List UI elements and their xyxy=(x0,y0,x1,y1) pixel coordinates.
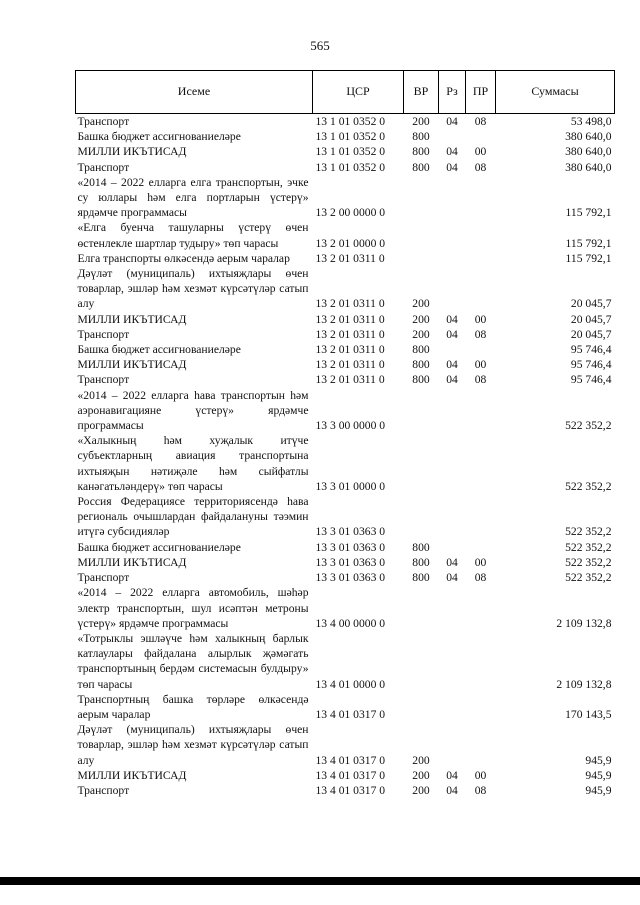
cell-csr: 13 3 00 0000 0 xyxy=(315,419,386,433)
cell-vr xyxy=(404,692,439,722)
table-row xyxy=(76,220,615,250)
cell-csr: 13 2 00 0000 0 xyxy=(315,206,386,220)
cell-name: МИЛЛИ ИКЪТИСАД xyxy=(77,358,187,372)
table-row xyxy=(76,388,615,434)
cell-sum: 115 792,1 xyxy=(565,236,612,250)
cell-csr: 13 2 01 0311 0 xyxy=(315,373,385,387)
cell-rz xyxy=(439,540,466,555)
table-row xyxy=(76,312,615,327)
cell-sum: 380 640,0 xyxy=(565,130,612,144)
cell-name: «Халыкның һәм хуҗалык итүче субъектларның авиация транспортына ихтыяҗын нәтиҗәле һәм сыйфатлы канәгатьләндерү» төп чарасы xyxy=(77,434,309,493)
table-header xyxy=(76,71,615,114)
cell-rz xyxy=(439,251,466,266)
cell-name: Дәүләт (муниципаль) ихтыяҗлары өчен товарлар, эшләр һәм хезмәт күрсәтүләр сатып алу xyxy=(77,267,309,311)
table-row xyxy=(76,540,615,555)
cell-vr: 200 xyxy=(412,327,430,341)
cell-sum: 2 109 132,8 xyxy=(556,677,612,691)
cell-rz: 04 xyxy=(446,145,458,159)
header-name: Исеме xyxy=(76,71,313,114)
cell-sum: 522 352,2 xyxy=(565,525,612,539)
header-csr: ЦСР xyxy=(313,71,404,114)
cell-pr: 00 xyxy=(474,555,487,569)
table-row xyxy=(76,555,615,570)
cell-rz: 04 xyxy=(446,768,458,782)
cell-pr xyxy=(466,433,496,494)
cell-vr xyxy=(404,433,439,494)
cell-vr xyxy=(404,585,439,631)
cell-rz xyxy=(439,388,466,434)
cell-rz xyxy=(439,175,466,221)
cell-vr: 800 xyxy=(412,160,430,174)
cell-vr: 800 xyxy=(412,555,430,569)
cell-rz: 04 xyxy=(446,115,458,128)
cell-rz xyxy=(439,692,466,722)
cell-name: «2014 – 2022 елларга һава транспортын һәм аэронавигацияне үстерү» ярдәмче программасы xyxy=(77,388,309,433)
table-row xyxy=(76,251,615,266)
cell-pr xyxy=(466,388,496,434)
cell-pr: 00 xyxy=(474,312,487,326)
cell-vr: 200 xyxy=(412,297,430,311)
table-row xyxy=(76,357,615,372)
cell-vr: 800 xyxy=(412,358,430,372)
cell-name: Транспорт xyxy=(77,783,130,797)
cell-csr: 13 2 01 0311 0 xyxy=(315,343,385,357)
cell-name: Дәүләт (муниципаль) ихтыяҗлары өчен товарлар, эшләр һәм хезмәт күрсәтүләр сатып алу xyxy=(77,723,309,767)
cell-rz xyxy=(439,266,466,312)
page-number: 565 xyxy=(310,38,330,53)
table-row xyxy=(76,494,615,540)
cell-pr: 00 xyxy=(474,358,487,372)
cell-vr xyxy=(404,251,439,266)
cell-pr xyxy=(466,251,496,266)
cell-pr: 08 xyxy=(474,115,487,128)
cell-pr: 00 xyxy=(474,145,487,159)
cell-sum: 95 746,4 xyxy=(570,358,612,372)
cell-sum: 95 746,4 xyxy=(570,343,612,357)
cell-pr xyxy=(466,631,496,692)
cell-csr: 13 1 01 0352 0 xyxy=(315,130,386,144)
cell-csr: 13 4 01 0317 0 xyxy=(315,707,386,721)
table-row xyxy=(76,783,615,798)
cell-sum: 115 792,1 xyxy=(565,251,612,265)
cell-csr: 13 2 01 0311 0 xyxy=(315,327,385,341)
cell-csr: 13 3 01 0363 0 xyxy=(315,571,386,585)
cell-csr: 13 4 01 0317 0 xyxy=(315,768,386,782)
cell-name: Елга транспорты өлкәсендә аерым чаралар xyxy=(77,251,290,265)
cell-sum: 20 045,7 xyxy=(570,297,612,311)
cell-sum: 20 045,7 xyxy=(570,327,612,341)
cell-vr xyxy=(404,388,439,434)
cell-rz xyxy=(439,585,466,631)
cell-pr: 08 xyxy=(474,373,487,387)
cell-sum: 945,9 xyxy=(585,753,612,767)
cell-csr: 13 2 01 0311 0 xyxy=(315,251,385,265)
table-row xyxy=(76,722,615,768)
cell-csr: 13 3 01 0000 0 xyxy=(315,479,386,493)
cell-name: МИЛЛИ ИКЪТИСАД xyxy=(77,312,187,326)
header-sum: Суммасы xyxy=(496,71,615,114)
table-row xyxy=(76,160,615,175)
cell-rz xyxy=(439,433,466,494)
table-row xyxy=(76,768,615,783)
cell-sum: 522 352,2 xyxy=(565,479,612,493)
cell-vr: 200 xyxy=(412,768,430,782)
cell-csr: 13 2 01 0000 0 xyxy=(315,236,386,250)
table-row xyxy=(76,342,615,357)
cell-rz xyxy=(439,220,466,250)
table-row xyxy=(76,175,615,221)
header-vr: ВР xyxy=(404,71,439,114)
cell-sum: 53 498,0 xyxy=(570,115,612,128)
cell-sum: 945,9 xyxy=(585,783,612,797)
cell-rz: 04 xyxy=(446,783,458,797)
cell-name: МИЛЛИ ИКЪТИСАД xyxy=(77,145,187,159)
cell-csr: 13 4 01 0317 0 xyxy=(315,783,386,797)
cell-vr: 200 xyxy=(412,783,430,797)
cell-csr: 13 3 01 0363 0 xyxy=(315,525,386,539)
cell-rz: 04 xyxy=(446,358,458,372)
cell-pr xyxy=(466,540,496,555)
cell-rz: 04 xyxy=(446,555,458,569)
cell-name: Россия Федерациясе территориясендә һава региональ очышлардан файдалануны тәэмин итүгә субсидияләр xyxy=(77,495,309,539)
cell-name: Транспорт xyxy=(77,373,130,387)
cell-name: Транспорт xyxy=(77,571,130,585)
cell-csr: 13 4 01 0317 0 xyxy=(315,753,386,767)
cell-csr: 13 1 01 0352 0 xyxy=(315,145,386,159)
cell-csr: 13 4 01 0000 0 xyxy=(315,677,386,691)
cell-sum: 115 792,1 xyxy=(565,206,612,220)
header-rz: Рз xyxy=(439,71,466,114)
cell-name: Транспорт xyxy=(77,160,130,174)
cell-sum: 945,9 xyxy=(585,768,612,782)
cell-rz xyxy=(439,129,466,144)
cell-pr xyxy=(466,175,496,221)
cell-name: «Елга буенча ташуларны үстерү өчен өстенлекле шартлар тудыру» төп чарасы xyxy=(77,221,309,250)
cell-vr xyxy=(404,494,439,540)
cell-vr: 800 xyxy=(412,571,430,585)
cell-sum: 380 640,0 xyxy=(565,160,612,174)
table-row xyxy=(76,144,615,159)
cell-name: Башка бюджет ассигнованиеләре xyxy=(77,343,241,357)
cell-sum: 380 640,0 xyxy=(565,145,612,159)
cell-pr xyxy=(466,129,496,144)
cell-csr: 13 3 01 0363 0 xyxy=(315,555,386,569)
cell-name: «2014 – 2022 елларга автомобиль, шәһәр электр транспортын, шул исәптән метроны үстерү» ярдәмче программасы xyxy=(77,586,309,630)
cell-rz: 04 xyxy=(446,571,458,585)
cell-sum: 95 746,4 xyxy=(570,373,612,387)
table-row xyxy=(76,692,615,722)
table-row xyxy=(76,631,615,692)
cell-name: МИЛЛИ ИКЪТИСАД xyxy=(77,555,187,569)
cell-sum: 522 352,2 xyxy=(565,555,612,569)
cell-csr: 13 2 01 0311 0 xyxy=(315,358,385,372)
cell-sum: 2 109 132,8 xyxy=(556,616,612,630)
cell-vr: 800 xyxy=(412,540,430,554)
cell-name: Транспортның башка төрләре өлкәсендә аерым чаралар xyxy=(77,692,309,721)
budget-table xyxy=(75,70,615,798)
table-row xyxy=(76,266,615,312)
cell-sum: 522 352,2 xyxy=(565,540,612,554)
table-row xyxy=(76,372,615,387)
cell-rz: 04 xyxy=(446,160,458,174)
cell-vr xyxy=(404,631,439,692)
cell-vr xyxy=(404,220,439,250)
cell-pr xyxy=(466,494,496,540)
table-row xyxy=(76,433,615,494)
cell-name: Башка бюджет ассигнованиеләре xyxy=(77,130,241,144)
cell-sum: 170 143,5 xyxy=(565,707,612,721)
cell-rz: 04 xyxy=(446,327,458,341)
table-row xyxy=(76,114,615,130)
cell-pr xyxy=(466,692,496,722)
cell-vr xyxy=(404,175,439,221)
cell-vr: 800 xyxy=(412,145,430,159)
cell-name: МИЛЛИ ИКЪТИСАД xyxy=(77,768,187,782)
cell-vr: 200 xyxy=(412,312,430,326)
cell-rz xyxy=(439,722,466,768)
cell-csr: 13 1 01 0352 0 xyxy=(315,115,386,128)
cell-name: «2014 – 2022 елларга елга транспортын, эчке су юллары һәм елга портларын үстерү» ярдәмче программасы xyxy=(77,175,309,220)
cell-pr xyxy=(466,585,496,631)
cell-rz xyxy=(439,631,466,692)
cell-name: Транспорт xyxy=(77,115,130,128)
cell-vr: 800 xyxy=(412,130,430,144)
cell-csr: 13 2 01 0311 0 xyxy=(315,312,385,326)
cell-sum: 522 352,2 xyxy=(565,419,612,433)
cell-pr: 08 xyxy=(474,783,487,797)
cell-pr xyxy=(466,342,496,357)
cell-csr: 13 3 01 0363 0 xyxy=(315,540,386,554)
table-body xyxy=(76,114,615,799)
cell-sum: 20 045,7 xyxy=(570,312,612,326)
cell-pr: 08 xyxy=(474,571,487,585)
cell-rz xyxy=(439,342,466,357)
table-row xyxy=(76,327,615,342)
cell-sum: 522 352,2 xyxy=(565,571,612,585)
cell-name: Транспорт xyxy=(77,327,130,341)
header-pr: ПР xyxy=(466,71,496,114)
cell-rz: 04 xyxy=(446,373,458,387)
cell-vr: 200 xyxy=(412,115,430,128)
cell-rz xyxy=(439,494,466,540)
cell-rz: 04 xyxy=(446,312,458,326)
cell-vr: 800 xyxy=(412,343,430,357)
cell-pr: 00 xyxy=(474,768,487,782)
cell-pr: 08 xyxy=(474,160,487,174)
table-row xyxy=(76,129,615,144)
cell-csr: 13 1 01 0352 0 xyxy=(315,160,386,174)
table-row xyxy=(76,570,615,585)
cell-vr: 800 xyxy=(412,373,430,387)
table-row xyxy=(76,585,615,631)
cell-pr xyxy=(466,220,496,250)
cell-pr xyxy=(466,722,496,768)
bottom-border xyxy=(0,877,640,905)
cell-name: Башка бюджет ассигнованиеләре xyxy=(77,540,241,554)
cell-csr: 13 2 01 0311 0 xyxy=(315,297,385,311)
cell-csr: 13 4 00 0000 0 xyxy=(315,616,386,630)
cell-name: «Тотрыклы эшләүче һәм халыкның барлык катлаулары файдалана алырлык җәмәгать транспортының бердәм системасын булдыру» төп чарасы xyxy=(77,631,309,691)
cell-pr: 08 xyxy=(474,327,487,341)
cell-pr xyxy=(466,266,496,312)
cell-vr: 200 xyxy=(412,753,430,767)
